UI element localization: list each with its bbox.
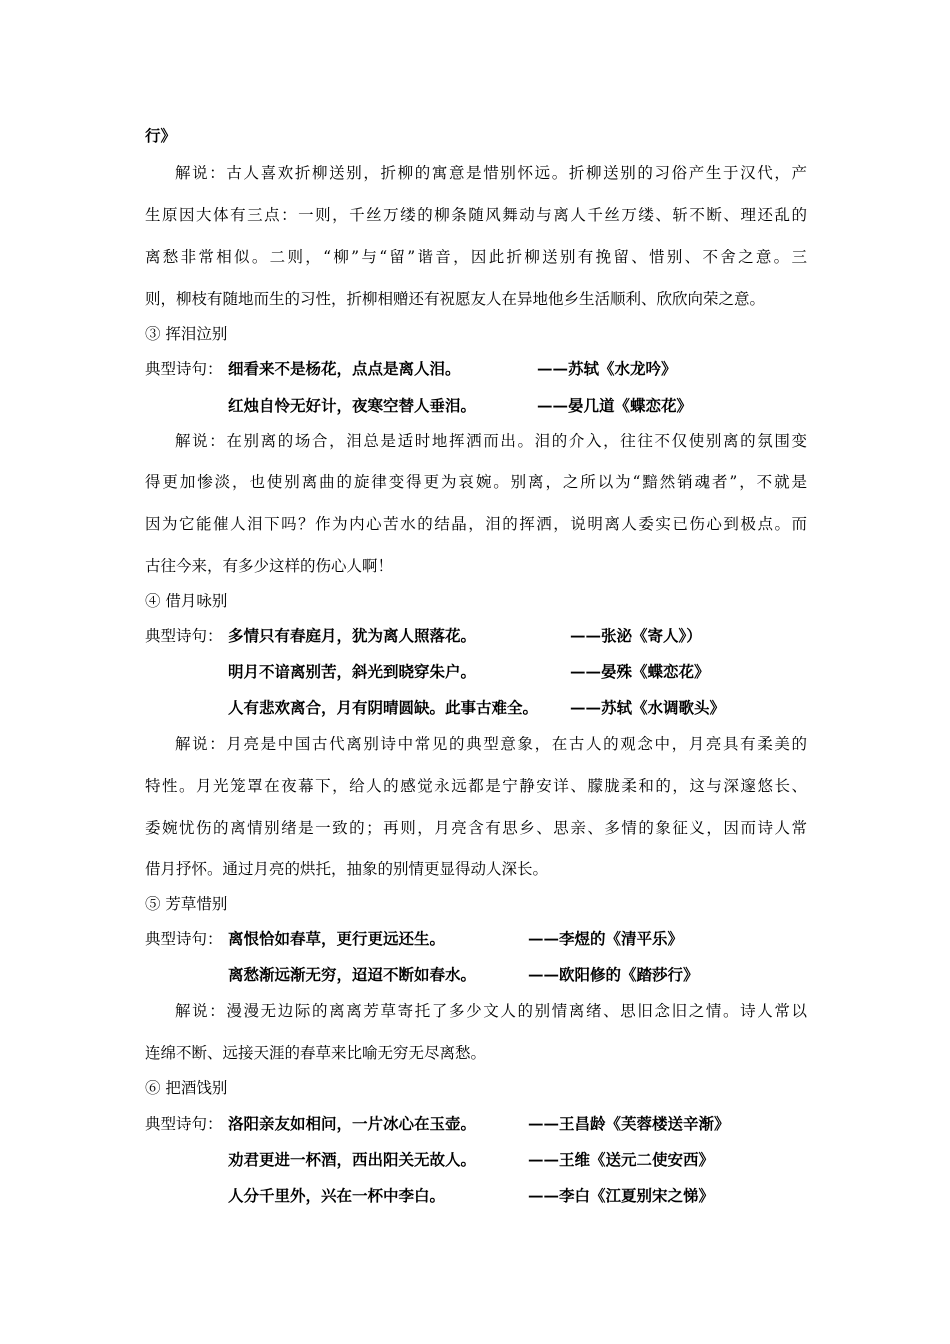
paragraph-line: 连绵不断、远接天涯的春草来比喻无穷无尽离愁。 xyxy=(145,1044,487,1062)
paragraph-line: 解说：漫漫无边际的离离芳草寄托了多少文人的别情离绪、思旧念旧之情。诗人常以 xyxy=(175,1002,807,1020)
paragraph-line: 得更加惨淡，也使别离曲的旋律变得更为哀婉。别离，之所以为“黯然销魂者”，不就是 xyxy=(145,473,807,491)
poem-source: ——张泌《寄人》） xyxy=(570,626,702,645)
poem-verse: 人有悲欢离合，月有阴晴圆缺。此事古难全。 xyxy=(228,698,539,717)
poem-verse: 多情只有春庭月，犹为离人照落花。 xyxy=(228,626,477,645)
section-heading: ⑥ 把酒饯别 xyxy=(145,1079,228,1097)
paragraph-line: 解说：月亮是中国古代离别诗中常见的典型意象，在古人的观念中，月亮具有柔美的 xyxy=(175,735,807,753)
paragraph-line: 则，柳枝有随地而生的习性，折柳相赠还有祝愿友人在异地他乡生活顺利、欣欣向荣之意。 xyxy=(145,290,766,308)
paragraph-line: 因为它能催人泪下吗？作为内心苦水的结晶，泪的挥洒，说明离人委实已伤心到极点。而 xyxy=(145,515,807,533)
poem-label: 典型诗句： xyxy=(145,627,223,645)
paragraph-line: 解说：在别离的场合，泪总是适时地挥洒而出。泪的介入，往往不仅使别离的氛围变 xyxy=(175,432,807,450)
poem-source: ——王维《送元二使安西》 xyxy=(528,1150,715,1169)
paragraph-line: 古往今来，有多少这样的伤心人啊！ xyxy=(145,557,394,575)
paragraph-line: 解说：古人喜欢折柳送别，折柳的寓意是惜别怀远。折柳送别的习俗产生于汉代，产 xyxy=(175,164,807,182)
poem-source: ——李白《江夏别宋之悌》 xyxy=(528,1186,715,1205)
poem-source: ——苏轼《水龙吟》 xyxy=(537,359,677,378)
poem-label: 典型诗句： xyxy=(145,930,223,948)
poem-source: ——晏殊《蝶恋花》 xyxy=(570,662,710,681)
poem-verse: 人分千里外，兴在一杯中李白。 xyxy=(228,1186,446,1205)
paragraph-line: 特性。月光笼罩在夜幕下，给人的感觉永远都是宁静安详、朦胧柔和的，这与深邃悠长、 xyxy=(145,777,807,795)
section-heading: ⑤ 芳草惜别 xyxy=(145,895,228,913)
poem-verse: 细看来不是杨花，点点是离人泪。 xyxy=(228,359,461,378)
poem-verse: 离恨恰如春草，更行更远还生。 xyxy=(228,929,446,948)
continued-title-fragment: 行》 xyxy=(145,126,177,145)
poem-source: ——晏几道《蝶恋花》 xyxy=(537,396,693,415)
section-heading: ④ 借月咏别 xyxy=(145,592,228,610)
poem-verse: 红烛自怜无好计，夜寒空替人垂泪。 xyxy=(228,396,477,415)
section-heading: ③ 挥泪泣别 xyxy=(145,325,228,343)
poem-verse: 劝君更进一杯酒，西出阳关无故人。 xyxy=(228,1150,477,1169)
poem-source: ——苏轼《水调歌头》 xyxy=(570,698,726,717)
poem-source: ——欧阳修的《踏莎行》 xyxy=(528,965,699,984)
paragraph-line: 生原因大体有三点：一则，千丝万缕的柳条随风舞动与离人千丝万缕、斩不断、理还乱的 xyxy=(145,206,807,224)
poem-verse: 离愁渐远渐无穷，迢迢不断如春水。 xyxy=(228,965,477,984)
poem-verse: 洛阳亲友如相问，一片冰心在玉壶。 xyxy=(228,1114,477,1133)
poem-source: ——王昌龄《芙蓉楼送辛渐》 xyxy=(528,1114,730,1133)
poem-label: 典型诗句： xyxy=(145,360,223,378)
poem-source: ——李煜的《清平乐》 xyxy=(528,929,684,948)
paragraph-line: 委婉忧伤的离情别绪是一致的；再则，月亮含有思乡、思亲、多情的象征义，因而诗人常 xyxy=(145,819,807,837)
poem-verse: 明月不谙离别苦，斜光到晓穿朱户。 xyxy=(228,662,477,681)
paragraph-line: 离愁非常相似。二则，“柳”与“留”谐音，因此折柳送别有挽留、惜别、不舍之意。三 xyxy=(145,248,807,266)
paragraph-line: 借月抒怀。通过月亮的烘托，抽象的别情更显得动人深长。 xyxy=(145,860,549,878)
poem-label: 典型诗句： xyxy=(145,1115,223,1133)
